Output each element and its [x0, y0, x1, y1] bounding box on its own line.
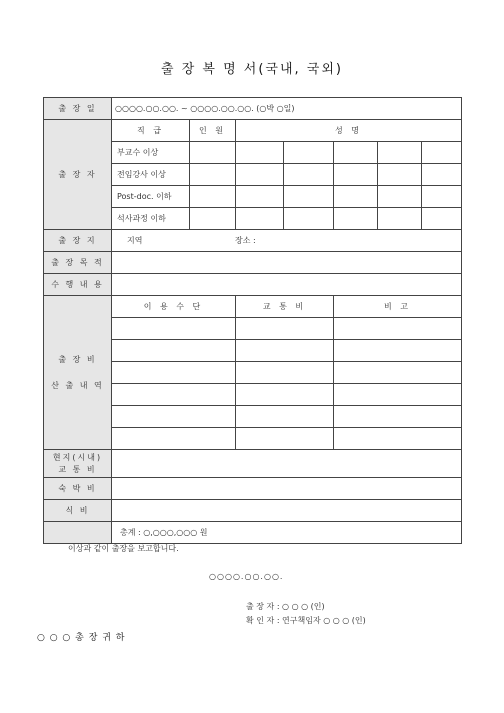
row-content	[44, 274, 462, 296]
expense-means-cell[interactable]	[112, 406, 236, 428]
row-local-transport	[44, 450, 462, 478]
col-transport-means: 이 용 수 단	[112, 296, 236, 318]
row-destination	[44, 230, 462, 252]
traveler-name-cell[interactable]	[334, 186, 378, 208]
label-trip-date: 출 장 일	[44, 98, 112, 120]
traveler-name-cell[interactable]	[378, 186, 422, 208]
expense-note-cell[interactable]	[334, 362, 462, 384]
label-local-transport-line1: 현지(시내)	[52, 452, 103, 462]
col-count: 인 원	[190, 120, 236, 142]
row-purpose	[44, 252, 462, 274]
expense-means-cell[interactable]	[112, 384, 236, 406]
destination-location: 장소 :	[235, 236, 256, 245]
traveler-name-cell[interactable]	[422, 142, 462, 164]
label-expense-line2: 산 출 내 역	[51, 380, 104, 390]
traveler-name-cell[interactable]	[334, 208, 378, 230]
row-traveler-header	[44, 120, 462, 142]
row-meals	[44, 500, 462, 522]
value-meals[interactable]	[112, 500, 462, 522]
traveler-name-cell[interactable]	[284, 186, 334, 208]
label-expense-line1: 출 장 비	[58, 354, 97, 364]
traveler-name-cell[interactable]	[378, 142, 422, 164]
report-table	[43, 97, 462, 544]
expense-fare-cell[interactable]	[236, 318, 334, 340]
value-destination[interactable]	[112, 230, 462, 252]
expense-fare-cell[interactable]	[236, 406, 334, 428]
label-local-transport-line2: 교 통 비	[58, 464, 97, 474]
signature-traveler: 출 장 자 : ○ ○ ○ (인)	[246, 602, 325, 611]
traveler-name-cell[interactable]	[334, 142, 378, 164]
label-content: 수 행 내 용	[44, 274, 112, 296]
col-rank: 직 급	[112, 120, 190, 142]
report-sentence: 이상과 같이 출장을 보고합니다.	[68, 544, 179, 553]
traveler-name-cell[interactable]	[422, 208, 462, 230]
traveler-name-cell[interactable]	[284, 164, 334, 186]
traveler-name-cell[interactable]	[422, 164, 462, 186]
destination-region: 지역	[127, 236, 143, 245]
traveler-name-cell[interactable]	[236, 186, 284, 208]
traveler-name-cell[interactable]	[334, 164, 378, 186]
expense-means-cell[interactable]	[112, 428, 236, 450]
col-name: 성 명	[236, 120, 462, 142]
traveler-name-cell[interactable]	[236, 142, 284, 164]
traveler-category: 석사과정 이하	[112, 208, 190, 230]
addressee: ○ ○ ○ 총 장 귀 하	[37, 633, 126, 643]
col-note: 비 고	[334, 296, 462, 318]
row-total	[44, 522, 462, 544]
label-total-blank	[44, 522, 112, 544]
traveler-category: 전임강사 이상	[112, 164, 190, 186]
value-trip-date[interactable]: ○○○○.○○.○○. ~ ○○○○.○○.○○. (○박 ○일)	[112, 98, 462, 120]
value-total: 총계 : ○,○○○,○○○ 원	[112, 522, 462, 544]
traveler-name-cell[interactable]	[422, 186, 462, 208]
value-lodging[interactable]	[112, 478, 462, 500]
label-purpose: 출 장 목 적	[44, 252, 112, 274]
traveler-count-cell[interactable]	[190, 142, 236, 164]
expense-fare-cell[interactable]	[236, 340, 334, 362]
traveler-name-cell[interactable]	[236, 208, 284, 230]
value-local-transport[interactable]	[112, 450, 462, 478]
row-trip-date	[44, 98, 462, 120]
form-title: 출 장 복 명 서(국내, 국외)	[161, 62, 343, 77]
row-expense-header	[44, 296, 462, 318]
traveler-category: 부교수 이상	[112, 142, 190, 164]
traveler-name-cell[interactable]	[236, 164, 284, 186]
expense-means-cell[interactable]	[112, 362, 236, 384]
traveler-name-cell[interactable]	[284, 142, 334, 164]
traveler-count-cell[interactable]	[190, 164, 236, 186]
label-lodging: 숙 박 비	[44, 478, 112, 500]
report-date: ○○○○.○○.○○.	[209, 572, 284, 581]
expense-note-cell[interactable]	[334, 428, 462, 450]
traveler-count-cell[interactable]	[190, 208, 236, 230]
traveler-category: Post-doc. 이하	[112, 186, 190, 208]
signature-confirmer: 확 인 자 : 연구책임자 ○ ○ ○ (인)	[246, 616, 366, 625]
label-traveler: 출 장 자	[44, 120, 112, 230]
expense-note-cell[interactable]	[334, 384, 462, 406]
label-local-transport	[44, 450, 112, 478]
signature-block-confirmer	[246, 615, 366, 626]
label-destination: 출 장 지	[44, 230, 112, 252]
expense-note-cell[interactable]	[334, 406, 462, 428]
expense-fare-cell[interactable]	[236, 428, 334, 450]
traveler-name-cell[interactable]	[284, 208, 334, 230]
label-meals: 식 비	[44, 500, 112, 522]
col-transport-fare: 교 통 비	[236, 296, 334, 318]
traveler-count-cell[interactable]	[190, 186, 236, 208]
expense-fare-cell[interactable]	[236, 362, 334, 384]
expense-means-cell[interactable]	[112, 340, 236, 362]
expense-means-cell[interactable]	[112, 318, 236, 340]
traveler-name-cell[interactable]	[378, 208, 422, 230]
traveler-name-cell[interactable]	[378, 164, 422, 186]
row-lodging	[44, 478, 462, 500]
value-purpose[interactable]	[112, 252, 462, 274]
expense-note-cell[interactable]	[334, 318, 462, 340]
label-expense	[44, 296, 112, 450]
expense-note-cell[interactable]	[334, 340, 462, 362]
value-content[interactable]	[112, 274, 462, 296]
expense-fare-cell[interactable]	[236, 384, 334, 406]
signature-block	[246, 601, 325, 612]
